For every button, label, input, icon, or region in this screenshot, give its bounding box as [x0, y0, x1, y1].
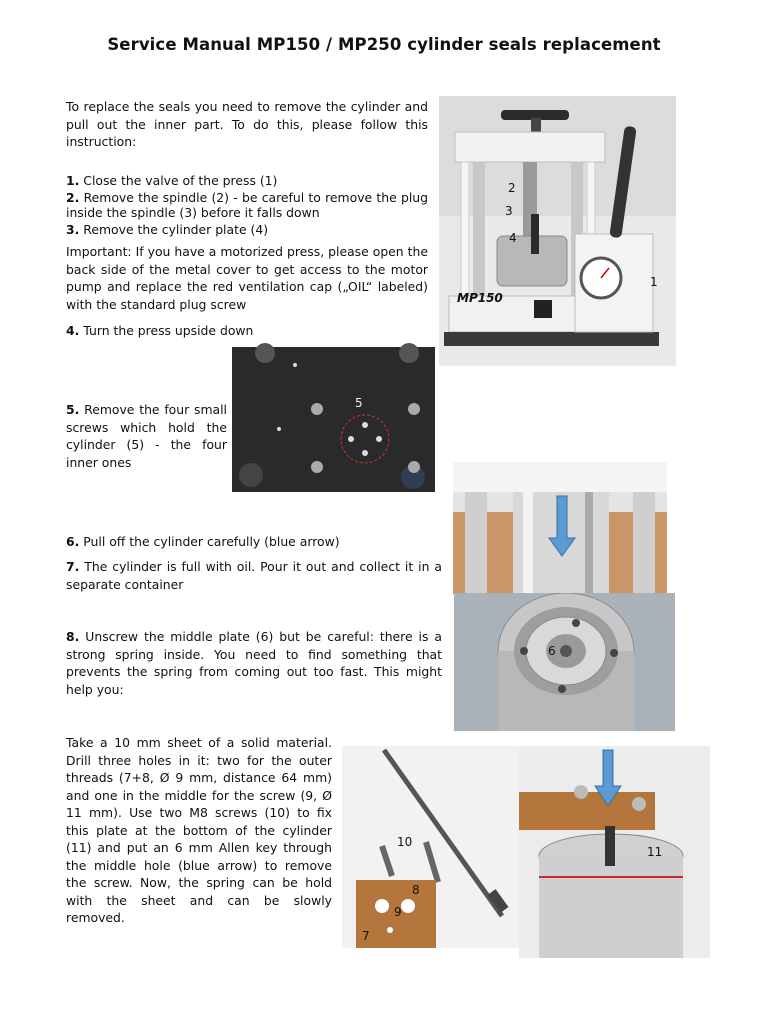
press-photo	[439, 96, 676, 366]
press-brand-label: MP150	[457, 291, 503, 305]
step-2: 2. Remove the spindle (2) - be careful to remove the plug inside the spindle (3) before it falls down	[66, 189, 428, 220]
svg-text:2: 2	[508, 181, 516, 195]
svg-text:3: 3	[505, 204, 513, 218]
svg-text:9: 9	[394, 905, 402, 919]
step-1: 1. Close the valve of the press (1)	[66, 173, 278, 188]
parts-photo	[342, 746, 519, 948]
svg-text:8: 8	[412, 883, 420, 897]
assembly-photo	[519, 746, 710, 958]
tip-paragraph: Take a 10 mm sheet of a solid material. Drill three holes in it: two for the outer threads (7+8, Ø 9 mm, distance 64 mm) and one in the middle for the screw (9, Ø 11 mm). Use two M8 screws (10) to fix this plate at the bottom of the cylinder (11) and put an 6 mm Allen key through the middle hole (blue arrow) to remove the screw. Now, the spring can be hold with the sheet and can be slowly removed.	[66, 735, 332, 925]
svg-text:4: 4	[509, 231, 517, 245]
middle-plate-photo	[454, 593, 675, 731]
svg-text:6: 6	[548, 644, 556, 658]
step-3: 3. Remove the cylinder plate (4)	[66, 221, 269, 237]
svg-text:11: 11	[647, 845, 663, 859]
step-5: 5. Remove the four small screws which hold the cylinder (5) - the four inner ones	[66, 402, 227, 470]
step-4: 4. Turn the press upside down	[66, 323, 254, 338]
step-8: 8. Unscrew the middle plate (6) but be careful: there is a strong spring inside. You need to find something that prevents the spring from coming out too fast. This might help you:	[66, 629, 442, 697]
cylinder-photo	[453, 462, 667, 594]
intro-paragraph: To replace the seals you need to remove the cylinder and pull out the inner part. To do this, please follow this instruction:	[66, 99, 428, 149]
svg-text:1: 1	[650, 275, 658, 289]
important-note: Important: If you have a motorized press, please open the back side of the metal cover to get access to the motor pump and replace the red ventilation cap („OIL“ labeled) with the standard plug screw	[66, 244, 428, 312]
step-7: 7. The cylinder is full with oil. Pour it out and collect it in a separate container	[66, 559, 442, 592]
bottom-plate-photo	[229, 343, 438, 495]
svg-text:7: 7	[362, 929, 370, 943]
svg-text:5: 5	[355, 396, 363, 410]
svg-text:10: 10	[397, 835, 413, 849]
step-6: 6. Pull off the cylinder carefully (blue arrow)	[66, 534, 340, 549]
steps-1-3	[66, 172, 428, 238]
page-title: Service Manual MP150 / MP250 cylinder seals replacement	[107, 35, 661, 54]
